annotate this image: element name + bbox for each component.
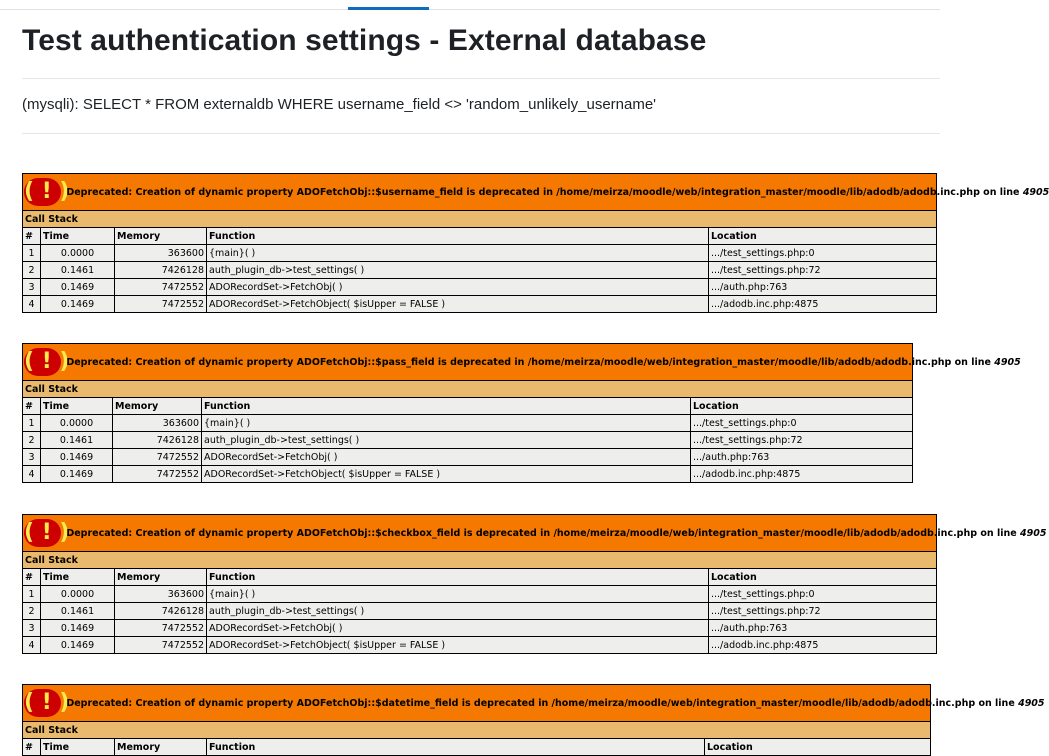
col-header-location: Location: [709, 228, 937, 245]
stack-number: 3: [23, 620, 41, 637]
stack-time: 0.1469: [41, 296, 115, 313]
error-icon: ( ! ): [24, 349, 70, 374]
divider: [22, 133, 940, 134]
stack-location: .../auth.php:763: [709, 279, 937, 296]
stack-number: 2: [23, 432, 41, 449]
stack-number: 2: [23, 262, 41, 279]
col-header-function: Function: [207, 569, 709, 586]
stack-number: 3: [23, 279, 41, 296]
error-text: Deprecated: Creation of dynamic property ADOFetchObj::$datetime_field is deprecated in /home/meirza/moodle/web/integration_master/moodle/lib/adodb/adodb.inc.php on line: [66, 697, 1015, 709]
col-header-time: Time: [41, 569, 115, 586]
stack-time: 0.1469: [41, 279, 115, 296]
xdebug-error-table: [22, 684, 1045, 756]
stack-row: [23, 245, 937, 262]
stack-function: {main}( ): [202, 415, 691, 432]
call-stack-header: Call Stack: [23, 552, 937, 569]
stack-time: 0.0000: [41, 586, 115, 603]
col-header-location: Location: [705, 739, 931, 756]
stack-row: [23, 637, 937, 654]
stack-location: .../adodb.inc.php:4875: [709, 637, 937, 654]
stack-number: 4: [23, 466, 41, 483]
stack-number: 1: [23, 245, 41, 262]
stack-location: .../auth.php:763: [709, 620, 937, 637]
stack-row: [23, 262, 937, 279]
stack-memory: 363600: [115, 245, 207, 262]
stack-time: 0.1469: [41, 449, 113, 466]
error-message: [23, 344, 1021, 381]
stack-memory: 7472552: [115, 279, 207, 296]
col-header-time: Time: [41, 739, 115, 756]
call-stack-header: Call Stack: [23, 211, 937, 228]
stack-row: [23, 586, 937, 603]
stack-location: .../test_settings.php:0: [709, 245, 937, 262]
stack-location: .../adodb.inc.php:4875: [691, 466, 913, 483]
stack-location: .../adodb.inc.php:4875: [709, 296, 937, 313]
stack-time: 0.0000: [41, 415, 113, 432]
active-tab-indicator: [348, 7, 429, 10]
stack-location: .../test_settings.php:0: [709, 586, 937, 603]
stack-location: .../test_settings.php:72: [709, 262, 937, 279]
stack-memory: 7426128: [115, 603, 207, 620]
stack-time: 0.1469: [41, 466, 113, 483]
stack-location: .../auth.php:763: [691, 449, 913, 466]
xdebug-error-table: [22, 343, 1021, 483]
col-header-function: Function: [202, 398, 691, 415]
stack-memory: 363600: [113, 415, 202, 432]
col-header-location: Location: [691, 398, 913, 415]
stack-number: 3: [23, 449, 41, 466]
stack-row: [23, 466, 913, 483]
stack-function: auth_plugin_db->test_settings( ): [202, 432, 691, 449]
error-message: [23, 515, 1047, 552]
col-header-memory: Memory: [113, 398, 202, 415]
sql-query-text: (mysqli): SELECT * FROM externaldb WHERE username_field <> 'random_unlikely_username': [22, 96, 657, 113]
stack-function: {main}( ): [207, 245, 709, 262]
stack-function: auth_plugin_db->test_settings( ): [207, 603, 709, 620]
error-line-number: 4905: [994, 356, 1021, 368]
stack-row: [23, 296, 937, 313]
stack-row: [23, 449, 913, 466]
col-header-function: Function: [207, 739, 705, 756]
stack-function: {main}( ): [207, 586, 709, 603]
stack-time: 0.1469: [41, 637, 115, 654]
error-line-number: 4905: [1019, 527, 1047, 539]
col-header-location: Location: [709, 569, 937, 586]
stack-function: ADORecordSet->FetchObj( ): [207, 279, 709, 296]
stack-number: 1: [23, 415, 41, 432]
stack-memory: 7472552: [113, 449, 202, 466]
stack-memory: 363600: [115, 586, 207, 603]
stack-location: .../test_settings.php:72: [691, 432, 913, 449]
stack-time: 0.0000: [41, 245, 115, 262]
error-text: Deprecated: Creation of dynamic property ADOFetchObj::$pass_field is deprecated in /home/meirza/moodle/web/integration_master/moodle/lib/adodb/adodb.inc.php on line: [66, 356, 991, 368]
error-message: [23, 685, 1045, 722]
stack-time: 0.1461: [41, 262, 115, 279]
stack-time: 0.1469: [41, 620, 115, 637]
error-icon: ( ! ): [24, 179, 70, 204]
stack-memory: 7472552: [115, 296, 207, 313]
col-header-number: #: [23, 569, 41, 586]
stack-time: 0.1461: [41, 603, 115, 620]
stack-number: 4: [23, 296, 41, 313]
error-icon: ( ! ): [24, 520, 70, 545]
error-message: [23, 174, 1049, 211]
stack-memory: 7472552: [115, 620, 207, 637]
xdebug-error-table: [22, 514, 1047, 654]
stack-number: 1: [23, 586, 41, 603]
call-stack-header: Call Stack: [23, 381, 913, 398]
error-line-number: 4905: [1022, 186, 1049, 198]
stack-function: ADORecordSet->FetchObject( $isUpper = FALSE ): [202, 466, 691, 483]
stack-function: ADORecordSet->FetchObj( ): [207, 620, 709, 637]
stack-function: ADORecordSet->FetchObj( ): [202, 449, 691, 466]
top-divider: [0, 9, 940, 10]
stack-function: ADORecordSet->FetchObject( $isUpper = FALSE ): [207, 296, 709, 313]
col-header-number: #: [23, 398, 41, 415]
stack-time: 0.1461: [41, 432, 113, 449]
stack-row: [23, 415, 913, 432]
error-text: Deprecated: Creation of dynamic property ADOFetchObj::$username_field is deprecated in /home/meirza/moodle/web/integration_master/moodle/lib/adodb/adodb.inc.php on line: [66, 186, 1020, 198]
xdebug-error-table: [22, 173, 1049, 313]
page-title: Test authentication settings - External database: [22, 24, 707, 57]
col-header-memory: Memory: [115, 569, 207, 586]
divider: [22, 78, 940, 79]
col-header-time: Time: [41, 228, 115, 245]
col-header-memory: Memory: [115, 739, 207, 756]
stack-location: .../test_settings.php:72: [709, 603, 937, 620]
stack-function: auth_plugin_db->test_settings( ): [207, 262, 709, 279]
col-header-time: Time: [41, 398, 113, 415]
stack-memory: 7472552: [113, 466, 202, 483]
col-header-function: Function: [207, 228, 709, 245]
error-line-number: 4905: [1018, 697, 1045, 709]
stack-location: .../test_settings.php:0: [691, 415, 913, 432]
stack-memory: 7426128: [113, 432, 202, 449]
col-header-memory: Memory: [115, 228, 207, 245]
stack-memory: 7472552: [115, 637, 207, 654]
stack-row: [23, 620, 937, 637]
col-header-number: #: [23, 739, 41, 756]
stack-number: 4: [23, 637, 41, 654]
error-icon: ( ! ): [24, 690, 70, 715]
stack-row: [23, 603, 937, 620]
stack-function: ADORecordSet->FetchObject( $isUpper = FALSE ): [207, 637, 709, 654]
stack-number: 2: [23, 603, 41, 620]
error-text: Deprecated: Creation of dynamic property ADOFetchObj::$checkbox_field is deprecated in /home/meirza/moodle/web/integration_master/moodle/lib/adodb/adodb.inc.php on line: [66, 527, 1017, 539]
stack-memory: 7426128: [115, 262, 207, 279]
call-stack-header: Call Stack: [23, 722, 931, 739]
stack-row: [23, 279, 937, 296]
col-header-number: #: [23, 228, 41, 245]
stack-row: [23, 432, 913, 449]
